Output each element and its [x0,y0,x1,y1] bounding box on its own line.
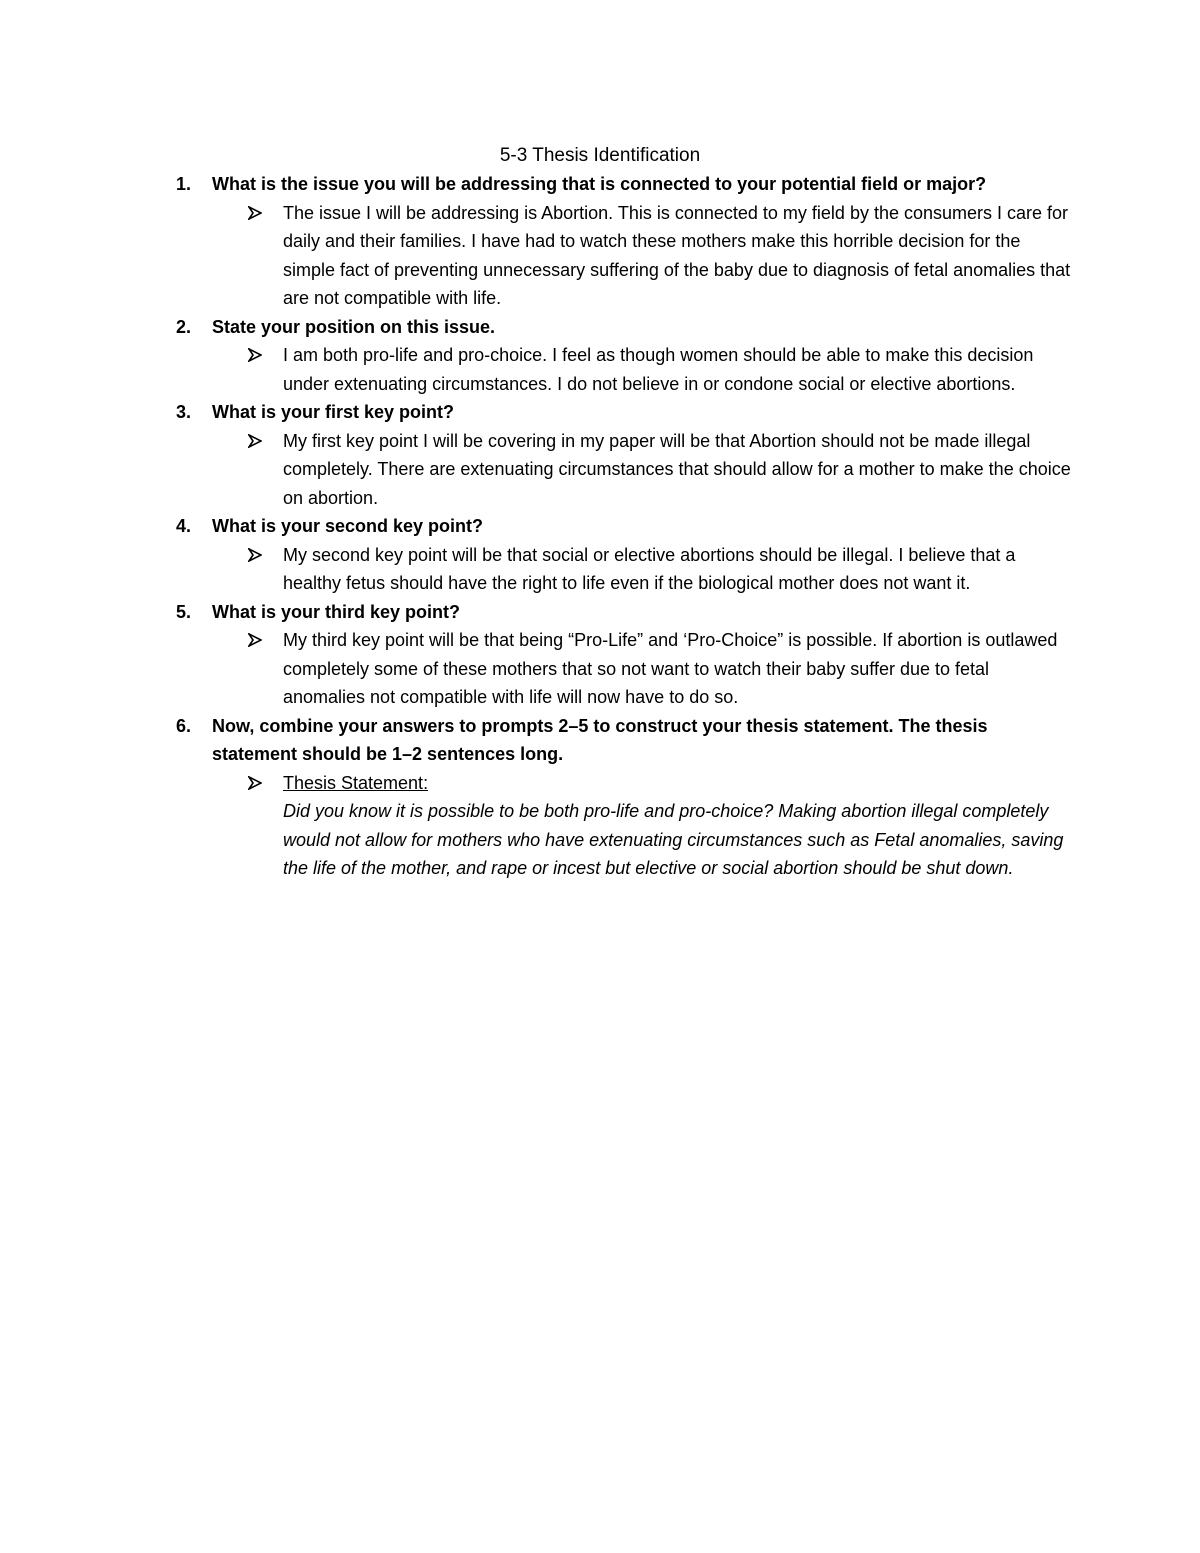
question-number: 5. [176,601,192,622]
answer-4 [176,541,1076,598]
question-text: What is your first key point? [212,402,455,422]
thesis-answer [176,769,1076,883]
question-text: What is your second key point? [212,516,484,536]
question-item-1 [176,170,1076,313]
question-number: 4. [176,516,192,536]
question-item-5 [176,598,1076,712]
answer-1 [176,199,1076,313]
question-number: 2. [176,316,192,337]
answer-text: I am both pro-life and pro-choice. I feel as though women should be able to make this decision under extenuating circumstances. I do not believe in or condone social or elective abortions. [283,345,1034,394]
arrow-bullet-icon [248,541,268,569]
arrow-bullet-icon [248,769,268,797]
question-prompt-1 [176,170,1076,199]
question-number: 3. [176,402,192,422]
arrow-bullet-icon [248,199,268,227]
question-prompt-5 [176,598,1076,627]
question-item-3 [176,398,1076,512]
question-number: 1. [176,174,192,194]
thesis-statement-label: Thesis Statement: [283,772,429,793]
question-number: 6. [176,715,192,736]
answer-text: My first key point I will be covering in my paper will be that Abortion should not be made illegal completely. There are extenuating circumstances that should allow for a mother to make the choice on abortion. [283,430,1071,508]
answer-2 [176,341,1076,398]
answer-5 [176,626,1076,712]
document-title: 5-3 Thesis Identification [499,145,701,166]
question-prompt-3 [176,398,1076,427]
arrow-bullet-icon [248,626,268,654]
question-text: Now, combine your answers to prompts 2–5 to construct your thesis statement. The thesis statement should be 1–2 sentences long. [212,715,988,764]
question-item-2 [176,313,1076,399]
question-prompt-2 [176,313,1076,342]
question-text: What is the issue you will be addressing that is connected to your potential field or major? [212,174,987,194]
question-item-6 [176,712,1076,883]
question-prompt-4 [176,512,1076,541]
answer-3 [176,427,1076,513]
arrow-bullet-icon [248,427,268,455]
question-prompt-6 [176,712,1076,769]
arrow-bullet-icon [248,341,268,369]
question-text: What is your third key point? [212,601,461,622]
question-item-4 [176,512,1076,598]
answer-text: My second key point will be that social or elective abortions should be illegal. I believe that a healthy fetus should have the right to life even if the biological mother does not want it. [283,544,1016,593]
thesis-statement-text: Did you know it is possible to be both pro-life and pro-choice? Making abortion illegal completely would not allow for mothers who have extenuating circumstances such as Fetal anomalies, saving the life of the mother, and rape or incest but elective or social abortion should be shut down. [283,801,1064,878]
question-list [176,170,1076,883]
answer-text: My third key point will be that being “Pro-Life” and ‘Pro-Choice” is possible. If abortion is outlawed completely some of these mothers that so not want to watch their baby suffer due to fetal anomalies not compatible with life will now have to do so. [283,630,1058,707]
answer-text: The issue I will be addressing is Abortion. This is connected to my field by the consumers I care for daily and their families. I have had to watch these mothers make this horrible decision for the simple fact of preventing unnecessary suffering of the baby due to diagnosis of fetal anomalies that are not compatible with life. [283,202,1071,308]
question-text: State your position on this issue. [212,316,496,337]
